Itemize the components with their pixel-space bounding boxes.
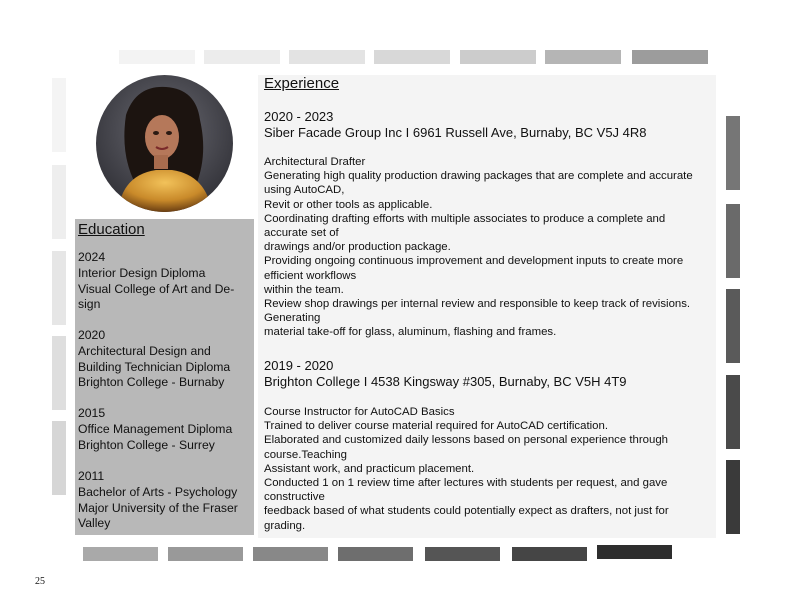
- top-bar-7: [632, 50, 708, 64]
- job-line: Review shop drawings per internal review and responsible to keep track of revisions.: [264, 298, 691, 311]
- education-entry: [78, 250, 252, 313]
- bottom-bar-3: [253, 547, 328, 561]
- top-bar-3: [289, 50, 365, 64]
- job-line: constructive: [264, 491, 325, 504]
- job-description: [264, 405, 719, 533]
- job-line: Providing ongoing continuous improvement and development inputs to create more: [264, 255, 684, 268]
- page-number: 25: [35, 576, 45, 587]
- education-entry: [78, 469, 252, 532]
- job-line: Course Instructor for AutoCAD Basics: [264, 406, 455, 418]
- job-company: Brighton College I 4538 Kingsway #305, Burnaby, BC V5H 4T9: [264, 374, 627, 389]
- profile-photo: [96, 75, 233, 212]
- education-year: 2011: [78, 469, 105, 483]
- job-header: [264, 358, 714, 390]
- job-line: within the team.: [264, 283, 344, 296]
- right-bar-5: [726, 460, 740, 534]
- education-line: Valley: [78, 516, 111, 531]
- job-line: accurate set of: [264, 227, 339, 240]
- top-bar-5: [460, 50, 536, 64]
- job-line: Conducted 1 on 1 review time after lectures with students per request, and gave: [264, 477, 668, 490]
- education-line: Interior Design Diploma: [78, 265, 206, 280]
- job-years: 2019 - 2020: [264, 358, 334, 373]
- education-line: sign: [78, 297, 101, 312]
- job-line: efficient workflows: [264, 269, 357, 282]
- left-bar-1: [52, 78, 66, 152]
- right-bar-3: [726, 289, 740, 363]
- job-line: feedback based of what students could potentially expect as drafters, not just for: [264, 505, 669, 518]
- education-line: Bachelor of Arts - Psychology: [78, 484, 238, 499]
- job-line: using AutoCAD,: [264, 184, 345, 197]
- education-line: Brighton College - Burnaby: [78, 375, 225, 390]
- top-bar-2: [204, 50, 280, 64]
- left-bar-4: [52, 336, 66, 410]
- top-bar-1: [119, 50, 195, 64]
- right-bar-2: [726, 204, 740, 278]
- education-year: 2020: [78, 328, 106, 342]
- education-heading: Education: [78, 221, 145, 238]
- job-company: Siber Facade Group Inc I 6961 Russell Ave, Burnaby, BC V5J 4R8: [264, 125, 647, 140]
- job-line: Assistant work, and practicum placement.: [264, 462, 475, 475]
- job-line: Coordinating drafting efforts with multiple associates to produce a complete and: [264, 212, 666, 225]
- job-line: Revit or other tools as applicable.: [264, 198, 433, 211]
- left-bar-5: [52, 421, 66, 495]
- job-description: [264, 155, 719, 340]
- bottom-bar-1: [83, 547, 158, 561]
- job-line: grading.: [264, 519, 306, 532]
- bottom-bar-2: [168, 547, 243, 561]
- education-line: Major University of the Fraser: [78, 500, 238, 515]
- education-line: Office Management Diploma: [78, 421, 233, 436]
- right-bar-4: [726, 375, 740, 449]
- education-line: Architectural Design and: [78, 343, 211, 358]
- education-entry: [78, 328, 252, 391]
- bottom-bar-7: [597, 545, 672, 559]
- education-year: 2024: [78, 250, 106, 264]
- bottom-bar-4: [338, 547, 413, 561]
- job-line: Generating: [264, 312, 321, 325]
- job-line: course.Teaching: [264, 448, 347, 461]
- right-bar-1: [726, 116, 740, 190]
- job-header: [264, 109, 714, 141]
- job-line: Architectural Drafter: [264, 156, 366, 168]
- bottom-bar-5: [425, 547, 500, 561]
- education-line: Building Technician Diploma: [78, 359, 231, 374]
- job-line: Elaborated and customized daily lessons based on personal experience through: [264, 434, 668, 447]
- bottom-bar-6: [512, 547, 587, 561]
- job-line: Trained to deliver course material required for AutoCAD certification.: [264, 420, 608, 433]
- left-bar-2: [52, 165, 66, 239]
- education-line: Brighton College - Surrey: [78, 437, 215, 452]
- top-bar-6: [545, 50, 621, 64]
- job-years: 2020 - 2023: [264, 109, 334, 124]
- education-line: Visual College of Art and De-: [78, 281, 235, 296]
- education-year: 2015: [78, 406, 106, 420]
- experience-heading: Experience: [264, 75, 340, 92]
- education-entry: [78, 406, 252, 453]
- top-bar-4: [374, 50, 450, 64]
- left-bar-3: [52, 251, 66, 325]
- job-line: material take-off for glass, aluminum, flashing and frames.: [264, 326, 557, 339]
- job-line: Generating high quality production drawing packages that are complete and accurate: [264, 170, 693, 183]
- job-line: drawings and/or production package.: [264, 241, 451, 254]
